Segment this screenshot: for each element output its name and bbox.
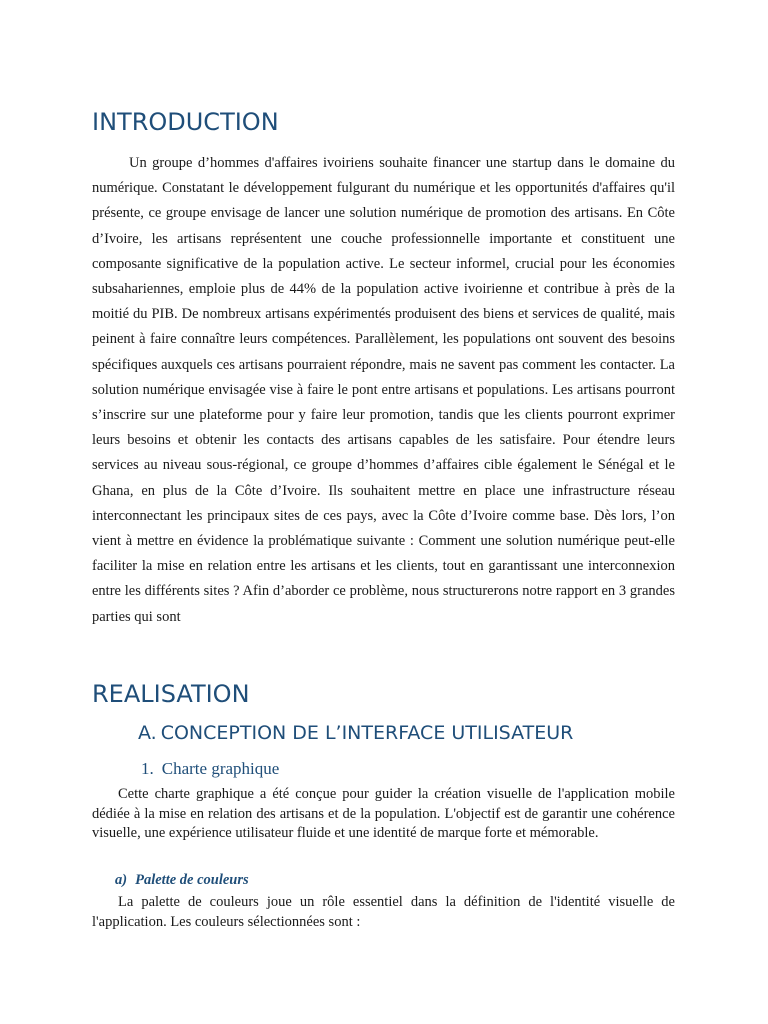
palette-paragraph: La palette de couleurs joue un rôle essentiel dans la définition de l'identité visuelle de l'application. Les couleurs sélectionnées sont : (92, 894, 675, 930)
subsection-charte-title: Charte graphique (161, 759, 280, 778)
section-a-title: CONCEPTION DE L’INTERFACE UTILISATEUR (160, 722, 574, 744)
section-a-heading (138, 722, 573, 744)
realisation-heading: REALISATION (92, 680, 250, 708)
subsection-charte-number: 1. (141, 759, 154, 778)
charte-paragraph: Cette charte graphique a été conçue pour guider la création visuelle de l'application mobile dédiée à la mise en relation des artisans et de la population. L'objectif est de garantir une cohérence visuelle, une expérience utilisateur fluide et une identité de marque forte et mémorable. (92, 786, 675, 841)
introduction-paragraph: Un groupe d’hommes d'affaires ivoiriens souhaite financer une startup dans le domaine du numérique. Constatant le développement fulgurant du numérique et les opportunités d'affaires qu'il présente, ce groupe envisage de lancer une solution numérique de promotion des artisans. En Côte d’Ivoire, les artisans représentent une couche professionnelle importante et constituent une composante significative de la population active. Le secteur informel, crucial pour les économies subsahariennes, emploie plus de 44% de la population active ivoirienne et contribue à près de la moitié du PIB. De nombreux artisans expérimentés produisent des biens et services de qualité, mais peinent à faire connaître leurs compétences. Parallèlement, les populations ont souvent des besoins spécifiques auxquels ces artisans pourraient répondre, mais ne savent pas comment les contacter. La solution numérique envisagée vise à faire le pont entre artisans et populations. Les artisans pourront s’inscrire sur une plateforme pour y faire leur promotion, tandis que les clients pourront exprimer leurs besoins et obtenir les contacts des artisans capables de les satisfaire. Pour étendre leurs services au niveau sous-régional, ce groupe d’hommes d’affaires cible également le Sénégal et le Ghana, en plus de la Côte d’Ivoire. Ils souhaitent mettre en place une infrastructure réseau interconnectant les principaux sites de ces pays, avec la Côte d’Ivoire comme base. Dès lors, l’on vient à mettre en évidence la problématique suivante : Comment une solution numérique peut-elle faciliter la mise en relation entre les artisans et les clients, tout en garantissant une interconnexion entre les différents sites ? Afin d’aborder ce problème, nous structurerons notre rapport en 3 grandes parties qui sont (92, 155, 675, 625)
subsection-charte-heading (141, 759, 279, 779)
palette-number: a) (115, 872, 128, 888)
introduction-heading: INTRODUCTION (92, 108, 279, 136)
palette-heading (115, 872, 249, 889)
section-a-number: A. (138, 722, 157, 744)
palette-title: Palette de couleurs (135, 872, 249, 888)
